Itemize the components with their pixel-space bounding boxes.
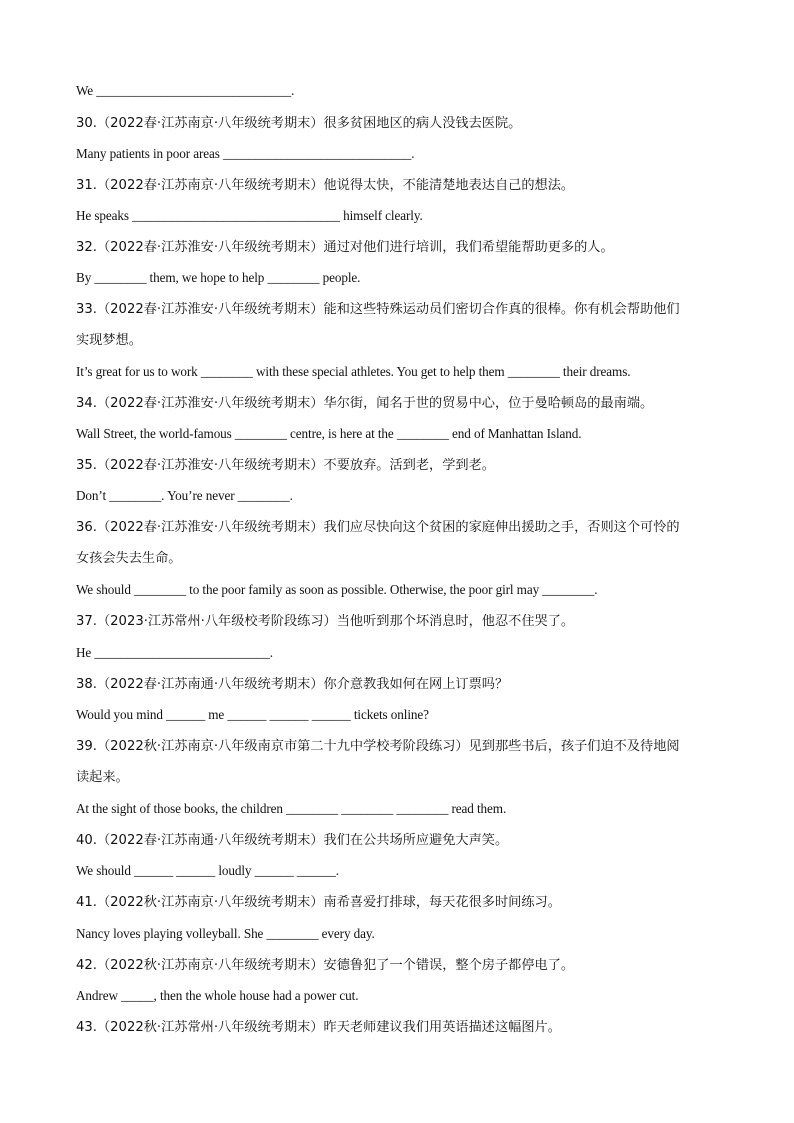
question-line: 34.（2022春·江苏淮安·八年级统考期末）华尔街，闻名于世的贸易中心，位于曼哈顿岛的最南端。 [76, 396, 654, 411]
answer-line: It’s great for us to work ________ with these special athletes. You get to help them ________ their dreams. [76, 364, 631, 379]
question-line: 43.（2022秋·江苏常州·八年级统考期末）昨天老师建议我们用英语描述这幅图片。 [76, 1020, 561, 1035]
answer-line: Nancy loves playing volleyball. She ________ every day. [76, 926, 375, 941]
question-line: 39.（2022秋·江苏南京·八年级南京市第二十九中学校考阶段练习）见到那些书后，孩子们迫不及待地阅 [76, 739, 680, 754]
answer-line: By ________ them, we hope to help ________ people. [76, 270, 361, 285]
question-line: 女孩会失去生命。 [76, 551, 182, 566]
question-line: 41.（2022秋·江苏南京·八年级统考期末）南希喜爱打排球，每天花很多时间练习。 [76, 895, 561, 910]
question-line: 实现梦想。 [76, 333, 142, 348]
question-line: 36.（2022春·江苏淮安·八年级统考期末）我们应尽快向这个贫困的家庭伸出援助之手，否则这个可怜的 [76, 520, 680, 535]
question-line: 42.（2022秋·江苏南京·八年级统考期末）安德鲁犯了一个错误，整个房子都停电了。 [76, 958, 575, 973]
question-line: 33.（2022春·江苏淮安·八年级统考期末）能和这些特殊运动员们密切合作真的很棒。你有机会帮助他们 [76, 302, 680, 317]
answer-line: We should ________ to the poor family as soon as possible. Otherwise, the poor girl may ________. [76, 582, 598, 597]
answer-line: Would you mind ______ me ______ ______ ______ tickets online? [76, 707, 429, 722]
answer-line: Many patients in poor areas _____________________________. [76, 146, 415, 161]
answer-line: Wall Street, the world-famous ________ centre, is here at the ________ end of Manhattan Island. [76, 426, 582, 441]
question-line: 读起来。 [76, 770, 129, 785]
question-line: 37.（2023·江苏常州·八年级校考阶段练习）当他听到那个坏消息时，他忍不住哭了。 [76, 614, 575, 629]
answer-line: He ___________________________. [76, 645, 273, 660]
answer-line: Andrew _____, then the whole house had a power cut. [76, 988, 359, 1003]
question-line: 31.（2022春·江苏南京·八年级统考期末）他说得太快，不能清楚地表达自己的想法。 [76, 178, 575, 193]
question-line: 38.（2022春·江苏南通·八年级统考期末）你介意教我如何在网上订票吗？ [76, 677, 509, 692]
question-line: 40.（2022春·江苏南通·八年级统考期末）我们在公共场所应避免大声笑。 [76, 833, 509, 848]
question-line: 32.（2022春·江苏淮安·八年级统考期末）通过对他们进行培训，我们希望能帮助更多的人。 [76, 240, 614, 255]
question-line: 35.（2022春·江苏淮安·八年级统考期末）不要放弃。活到老，学到老。 [76, 458, 495, 473]
answer-line: Don’t ________. You’re never ________. [76, 488, 293, 503]
answer-line: We ______________________________. [76, 83, 295, 98]
answer-line: We should ______ ______ loudly ______ ______. [76, 863, 339, 878]
answer-line: At the sight of those books, the children ________ ________ ________ read them. [76, 801, 507, 816]
answer-line: He speaks ________________________________ himself clearly. [76, 208, 423, 223]
question-line: 30.（2022春·江苏南京·八年级统考期末）很多贫困地区的病人没钱去医院。 [76, 116, 522, 131]
